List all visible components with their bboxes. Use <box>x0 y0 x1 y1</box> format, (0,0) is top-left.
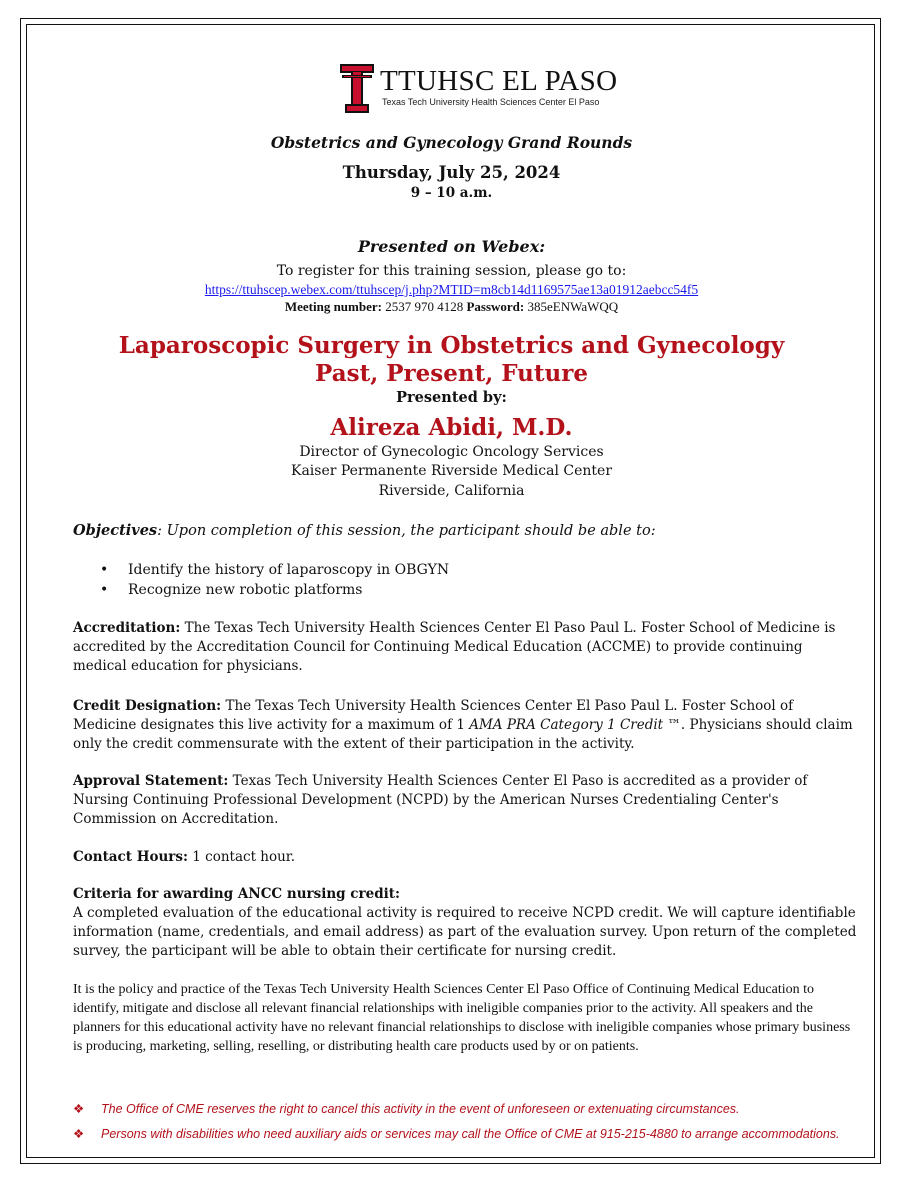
double-t-logo-icon <box>340 64 374 114</box>
list-item <box>100 560 800 580</box>
objectives-label: Objectives <box>73 522 158 539</box>
contact-hours-text: 1 contact hour. <box>187 849 296 865</box>
meeting-number-label: Meeting number: <box>284 299 382 314</box>
register-instruction: To register for this training session, please go to: <box>276 263 627 279</box>
accreditation-label: Accreditation: <box>73 620 181 636</box>
diamond-bullet-icon: ❖ <box>73 1127 85 1141</box>
note-text: Persons with disabilities who need auxiliary aids or services may call the Office of CME at 915-215-4880 to arrange accommodations. <box>101 1127 840 1141</box>
criteria-label: Criteria for awarding ANCC nursing credit: <box>73 886 401 902</box>
bullet-icon: • <box>100 582 109 598</box>
credit-text-before: The Texas Tech University Health Sciences Center El Paso Paul L. Foster School of Medicine designates this live activity for a maximum of 1 <box>73 698 794 733</box>
objectives-list <box>100 560 800 600</box>
contact-hours-label: Contact Hours: <box>73 849 188 865</box>
registration-link[interactable]: https://ttuhscep.webex.com/ttuhscep/j.php?MTID=m8cb14d1169575ae13a01912aebcc54f5 <box>204 282 699 297</box>
speaker-name: Alireza Abidi, M.D. <box>330 414 573 441</box>
grand-rounds-heading: Obstetrics and Gynecology Grand Rounds <box>270 133 633 152</box>
objective-text: Recognize new robotic platforms <box>128 582 363 598</box>
disclosure-policy-paragraph: It is the policy and practice of the Texas Tech University Health Sciences Center El Paso Office of Continuing Medical Education to identify, mitigate and disclose all relevant financial relationships with ineligible companies prior to the activity. All speakers and the planners for this educational activity have no relevant financial relationships to disclose with ineligible companies whose primary business is producing, marketing, selling, reselling, or distributing health care products used by or on patients. <box>73 982 851 1054</box>
logo-subtitle: Texas Tech University Health Sciences Center El Paso <box>382 97 600 107</box>
event-time: 9 – 10 a.m. <box>410 185 493 201</box>
list-item <box>100 580 800 600</box>
logo-wordmark: TTUHSC EL PASO <box>380 65 618 97</box>
objective-text: Identify the history of laparoscopy in OBGYN <box>128 562 450 578</box>
event-date: Thursday, July 25, 2024 <box>342 163 561 182</box>
speaker-position: Director of Gynecologic Oncology Services <box>299 444 604 460</box>
password-label: Password: <box>466 299 525 314</box>
credit-text-after: . Physicians should claim only the credit commensurate with the extent of their participation in the activity. <box>73 717 853 752</box>
criteria-paragraph <box>73 885 858 961</box>
meeting-info <box>30 299 873 315</box>
objectives-text: : Upon completion of this session, the participant should be able to: <box>157 523 656 539</box>
speaker-organization: Kaiser Permanente Riverside Medical Center <box>290 463 613 479</box>
speaker-location: Riverside, California <box>378 483 525 499</box>
contact-hours-paragraph <box>73 848 858 867</box>
cancellation-note <box>73 1101 863 1116</box>
credit-label: Credit Designation: <box>73 698 222 714</box>
meeting-number: 2537 970 4128 <box>385 299 464 314</box>
bullet-icon: • <box>100 562 109 578</box>
approval-statement-paragraph <box>73 772 858 829</box>
ttuhsc-logo <box>340 64 618 114</box>
approval-text: Texas Tech University Health Sciences Center El Paso is accredited as a provider of Nursing Continuing Professional Development (NCPD) by the American Nurses Credentialing Center's Commission on Accreditation. <box>73 773 808 827</box>
talk-title-line1: Laparoscopic Surgery in Obstetrics and Gynecology <box>118 332 785 359</box>
objectives-intro <box>73 521 858 541</box>
talk-title-line2: Past, Present, Future <box>315 360 588 387</box>
accreditation-text: The Texas Tech University Health Sciences Center El Paso Paul L. Foster School of Medicine is accredited by the Accreditation Council for Continuing Medical Education (ACCME) to provide continuing medical education for physicians. <box>73 620 836 674</box>
accommodations-note <box>73 1126 863 1141</box>
presented-by-label: Presented by: <box>396 389 507 406</box>
note-text: The Office of CME reserves the right to cancel this activity in the event of unforeseen or extenuating circumstances. <box>101 1102 740 1116</box>
webex-heading: Presented on Webex: <box>357 237 546 256</box>
criteria-text: A completed evaluation of the educational activity is required to receive NCPD credit. We will capture identifiable information (name, credentials, and email address) as part of the evaluation survey. Upon return of the completed survey, the participant will be able to obtain their certificate for nursing credit. <box>73 905 857 959</box>
accreditation-paragraph <box>73 619 858 676</box>
approval-label: Approval Statement: <box>73 773 229 789</box>
credit-designation-paragraph <box>73 697 858 754</box>
diamond-bullet-icon: ❖ <box>73 1102 85 1116</box>
credit-italic: AMA PRA Category 1 Credit ™ <box>469 717 681 733</box>
meeting-password: 385eENWaWQQ <box>527 299 619 314</box>
